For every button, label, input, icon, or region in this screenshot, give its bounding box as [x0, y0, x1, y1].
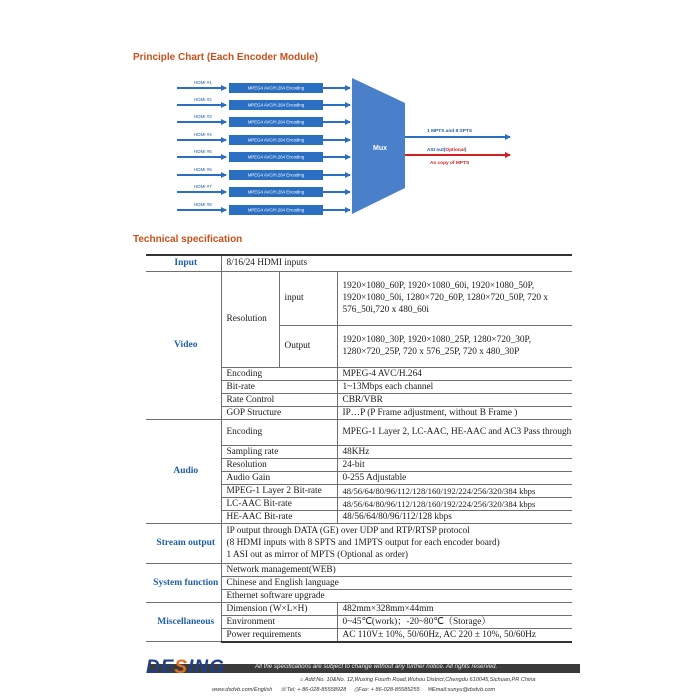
he-aac-bitrate-label: HE-AAC Bit-rate	[221, 510, 337, 523]
phone-icon: ☏	[279, 687, 287, 693]
system-line-1: Network management(WEB)	[221, 563, 572, 576]
output-resolutions: 1920×1080_30P, 1920×1080_25P, 1280×720_30P, 1280×720_25P, 720 x 576_25P, 720 x 480_30P	[337, 325, 572, 367]
encoder-label: MPEG4 AVC/H.264 Encoding	[247, 119, 305, 125]
environment-label: Environment	[221, 615, 337, 628]
table-row	[146, 255, 572, 271]
lc-aac-bitrate-value: 48/56/64/80/96/112/128/160/192/224/256/320/384 kbps	[337, 497, 572, 510]
lc-aac-bitrate-label: LC-AAC Bit-rate	[221, 497, 337, 510]
hdmi-input-label: HDMI #1	[194, 80, 212, 85]
category-video: Video	[146, 271, 221, 419]
dimension-value: 482mm×328mm×44mm	[337, 602, 572, 615]
principle-diagram	[0, 0, 700, 235]
footer-tel: Tel: + 86-028-85558928	[286, 687, 347, 693]
encoder-label: MPEG4 AVC/H.264 Encoding	[247, 172, 305, 178]
stream-line-2: (8 HDMI inputs with 8 SPTS and 1MPTS output for each encoder board)	[226, 538, 500, 548]
stream-line-3: 1 ASI out as mirror of MPTS (Optional as order)	[226, 550, 409, 560]
footer-address: ⌂ Add:No. 10&No. 12,Wuxing Fourth Road,Wuhou District,Chengdu 610045,Sichuan,PR China	[300, 677, 536, 683]
fax-icon: ⎙	[353, 687, 359, 693]
system-line-2: Chinese and English language	[221, 576, 572, 589]
output-label: Output	[279, 325, 337, 367]
web-link[interactable]: www.dsdvb.com/English	[212, 687, 273, 693]
footer-contacts	[212, 687, 495, 694]
table-row	[146, 419, 572, 445]
principle-chart-title: Principle Chart (Each Encoder Module)	[133, 52, 319, 63]
audio-encoding-label: Encoding	[221, 419, 337, 445]
hdmi-input-label: HDMI #7	[194, 184, 212, 189]
hdmi-input-label: HDMI #3	[194, 114, 212, 119]
mpeg1-bitrate-value: 48/56/64/80/96/112/128/160/192/224/256/320/384 kbps	[337, 484, 572, 497]
audio-gain-value: 0-255 Adjustable	[337, 471, 572, 484]
system-line-3: Ethernet software upgrade	[221, 589, 572, 602]
sampling-rate-value: 48KHz	[337, 445, 572, 458]
hdmi-input-label: HDMI #5	[194, 149, 212, 154]
table-row	[146, 563, 572, 576]
gop-value: IP…P (P Frame adjustment, without B Frame )	[337, 406, 572, 419]
spec-table	[146, 254, 572, 643]
audio-resolution-label: Resolution	[221, 458, 337, 471]
footer-fax: Fax: + 86-028-85585255	[358, 687, 420, 693]
asi-output-label: ASI out(Optional)	[427, 148, 467, 153]
asi-copy-label: As copy of MPTS	[430, 161, 470, 166]
technical-spec-title: Technical specification	[133, 234, 243, 245]
power-value: AC 110V± 10%, 50/60Hz, AC 220 ± 10%, 50/60Hz	[337, 628, 572, 642]
category-input: Input	[146, 255, 221, 271]
desing-logo: DESING	[146, 657, 225, 678]
hdmi-input-label: HDMI #6	[194, 167, 212, 172]
hdmi-input-label: HDMI #8	[194, 202, 212, 207]
footer-email[interactable]: Email:sunyu@dsdvb.com	[431, 687, 496, 693]
dimension-label: Dimension (W×L×H)	[221, 602, 337, 615]
video-encoding-label: Encoding	[221, 367, 337, 380]
audio-gain-label: Audio Gain	[221, 471, 337, 484]
encoder-label: MPEG4 AVC/H.264 Encoding	[247, 137, 305, 143]
he-aac-bitrate-value: 48/56/64/80/96/112/128 kbps	[337, 510, 572, 523]
category-miscellaneous: Miscellaneous	[146, 602, 221, 642]
hdmi-input-label: HDMI #4	[194, 132, 212, 137]
footer-disclaimer: All the specifications are subject to change without any further notice. All rights reserved.	[255, 663, 498, 670]
mpeg1-bitrate-label: MPEG-1 Layer 2 Bit-rate	[221, 484, 337, 497]
gop-label: GOP Structure	[221, 406, 337, 419]
stream-output-value	[221, 523, 572, 563]
input-value: 8/16/24 HDMI inputs	[221, 255, 572, 271]
encoder-label: MPEG4 AVC/H.264 Encoding	[247, 85, 305, 91]
encoder-label: MPEG4 AVC/H.264 Encoding	[247, 102, 305, 108]
category-audio: Audio	[146, 419, 221, 523]
category-system-function: System function	[146, 563, 221, 602]
power-label: Power requirements	[221, 628, 337, 642]
video-encoding-value: MPEG-4 AVC/H.264	[337, 367, 572, 380]
table-row	[146, 271, 572, 325]
rate-control-label: Rate Control	[221, 393, 337, 406]
audio-encoding-value: MPEG-1 Layer 2, LC-AAC, HE-AAC and AC3 Pass through	[337, 419, 572, 445]
encoder-label: MPEG4 AVC/H.264 Encoding	[247, 189, 305, 195]
bitrate-value: 1~13Mbps each channel	[337, 380, 572, 393]
email-icon: ✉	[427, 687, 432, 693]
table-row	[146, 523, 572, 563]
environment-value: 0~45℃(work)；-20~80℃（Storage）	[337, 615, 572, 628]
rate-control-value: CBR/VBR	[337, 393, 572, 406]
stream-line-1: IP output through DATA (GE) over UDP and RTP/RTSP protocol	[226, 526, 470, 536]
sampling-rate-label: Sampling rate	[221, 445, 337, 458]
encoder-label: MPEG4 AVC/H.264 Encoding	[247, 154, 305, 160]
category-stream-output: Stream output	[146, 523, 221, 563]
location-icon: ⌂	[300, 677, 305, 683]
table-row	[146, 602, 572, 615]
input-label: input	[279, 271, 337, 325]
mpts-output-label: 1 MPTS and 8 SPTS	[427, 129, 473, 134]
input-resolutions: 1920×1080_60P, 1920×1080_60i, 1920×1080_50P, 1920×1080_50i, 1280×720_60P, 1280×720_50P, 720 x 576_50i,720 x 480_60i	[337, 271, 572, 325]
bitrate-label: Bit-rate	[221, 380, 337, 393]
encoder-label: MPEG4 AVC/H.264 Encoding	[247, 207, 305, 213]
audio-resolution-value: 24-bit	[337, 458, 572, 471]
hdmi-input-label: HDMI #2	[194, 97, 212, 102]
mux-label: Mux	[373, 145, 387, 152]
resolution-label: Resolution	[221, 271, 279, 367]
